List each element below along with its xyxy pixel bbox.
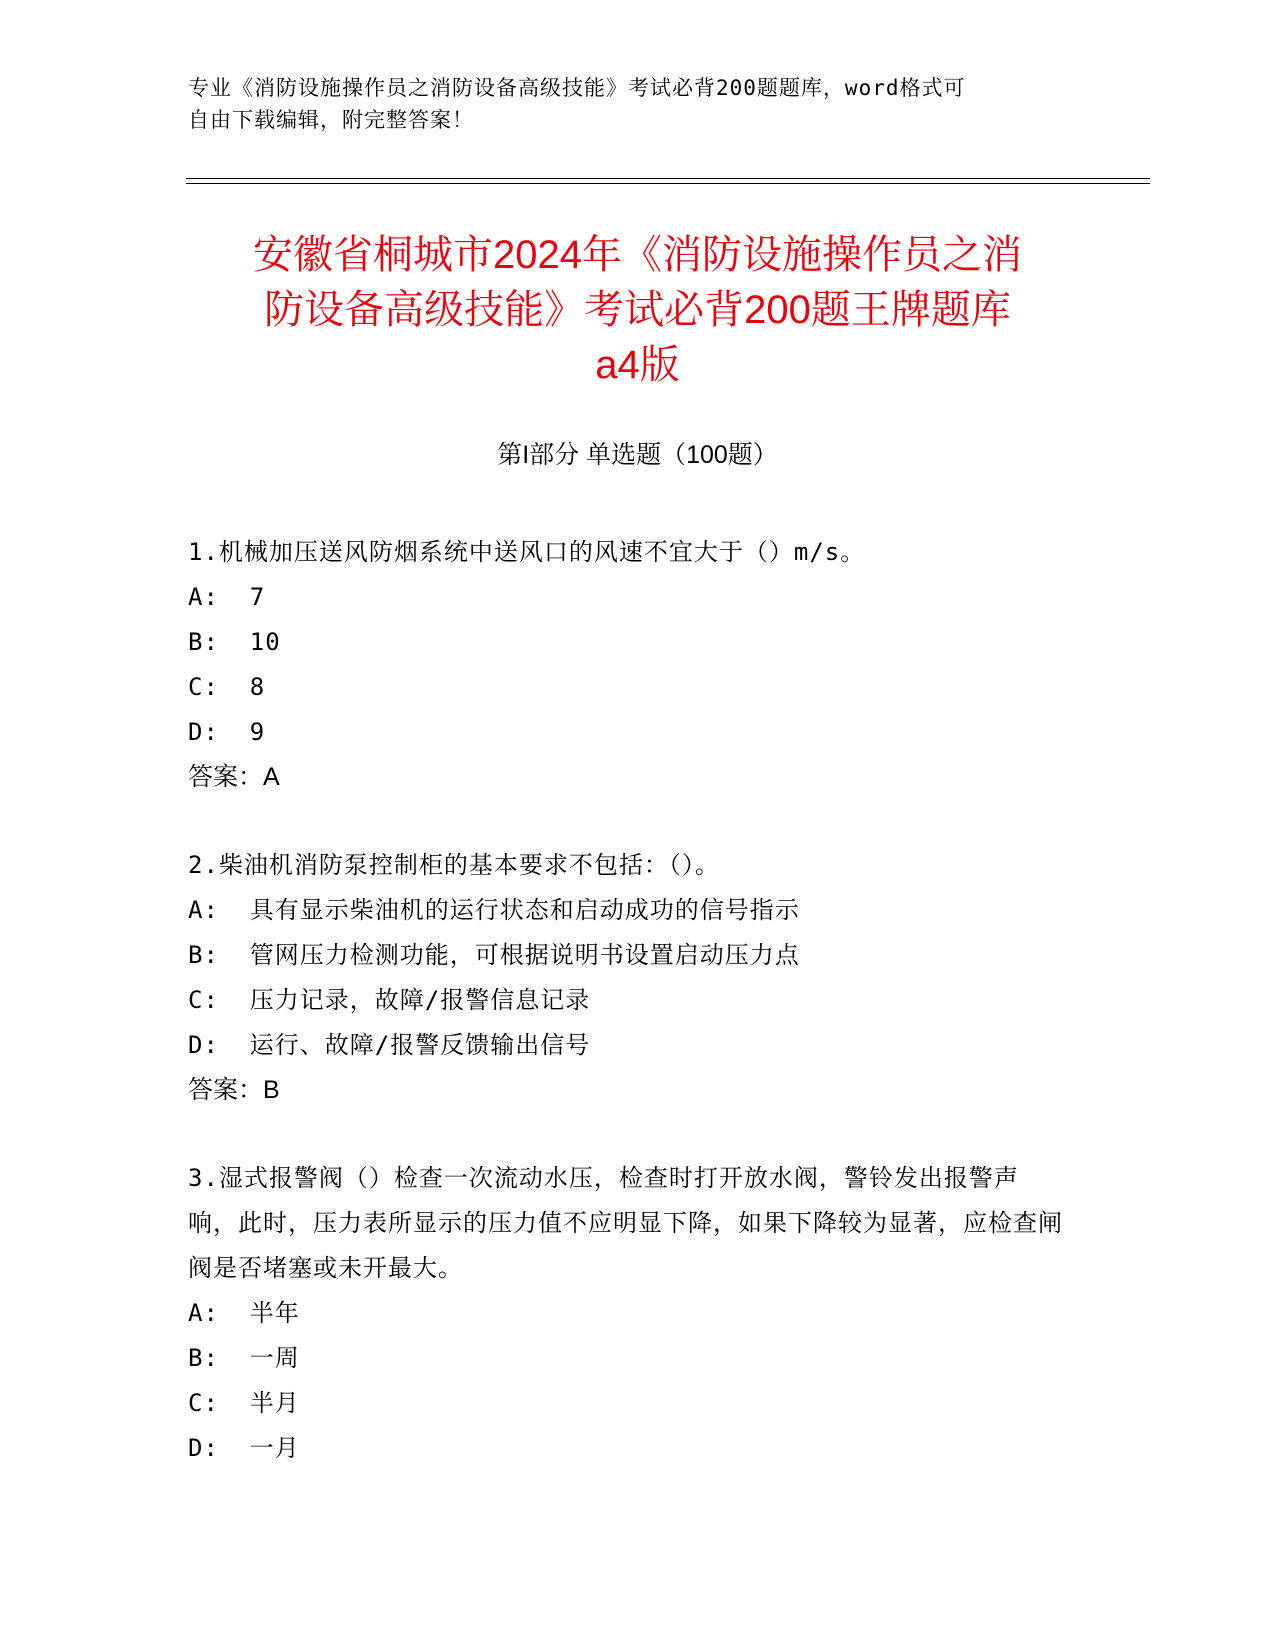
option-b: B: 管网压力检测功能，可根据说明书设置启动压力点 (188, 941, 800, 969)
question-answer: 答案：B (188, 1076, 280, 1104)
section-title: 第I部分 单选题（100题） (497, 441, 778, 469)
question-list (188, 530, 1068, 1514)
header-line-2: 自由下载编辑，附完整答案！ (188, 108, 474, 132)
header-divider-bottom (186, 183, 1150, 184)
question-stem: 3.湿式报警阀（）检查一次流动水压，检查时打开放水阀，警铃发出报警声响，此时，压力表所显示的压力值不应明显下降，如果下降较为显著，应检查闸阀是否堵塞或未开最大。 (188, 1164, 1063, 1282)
option-c: C: 半月 (188, 1389, 300, 1417)
option-a: A: 半年 (188, 1299, 300, 1327)
question-stem: 2.柴油机消防泵控制柜的基本要求不包括：（）。 (188, 851, 720, 879)
option-c: C: 压力记录，故障/报警信息记录 (188, 986, 591, 1014)
option-d: D: 一月 (188, 1434, 300, 1462)
question-answer: 答案：A (188, 763, 280, 791)
header-line-1: 专业《消防设施操作员之消防设备高级技能》考试必背200题题库，word格式可 (188, 76, 966, 100)
document-title (150, 228, 1125, 393)
question-2 (188, 843, 1068, 1113)
title-line-1: 安徽省桐城市2024年《消防设施操作员之消 (253, 233, 1022, 277)
option-c: C: 8 (188, 673, 266, 701)
question-3 (188, 1156, 1068, 1471)
option-d: D: 运行、故障/报警反馈输出信号 (188, 1031, 591, 1059)
page-header (188, 72, 1088, 136)
option-b: B: 10 (188, 628, 281, 656)
option-d: D: 9 (188, 718, 266, 746)
header-divider-top (186, 178, 1150, 179)
option-a: A: 具有显示柴油机的运行状态和启动成功的信号指示 (188, 896, 800, 924)
title-line-3: a4版 (595, 343, 680, 387)
question-1 (188, 530, 1068, 800)
title-line-2: 防设备高级技能》考试必背200题王牌题库 (264, 288, 1011, 332)
option-a: A: 7 (188, 583, 266, 611)
option-b: B: 一周 (188, 1344, 300, 1372)
question-stem: 1.机械加压送风防烟系统中送风口的风速不宜大于（）m/s。 (188, 538, 866, 566)
